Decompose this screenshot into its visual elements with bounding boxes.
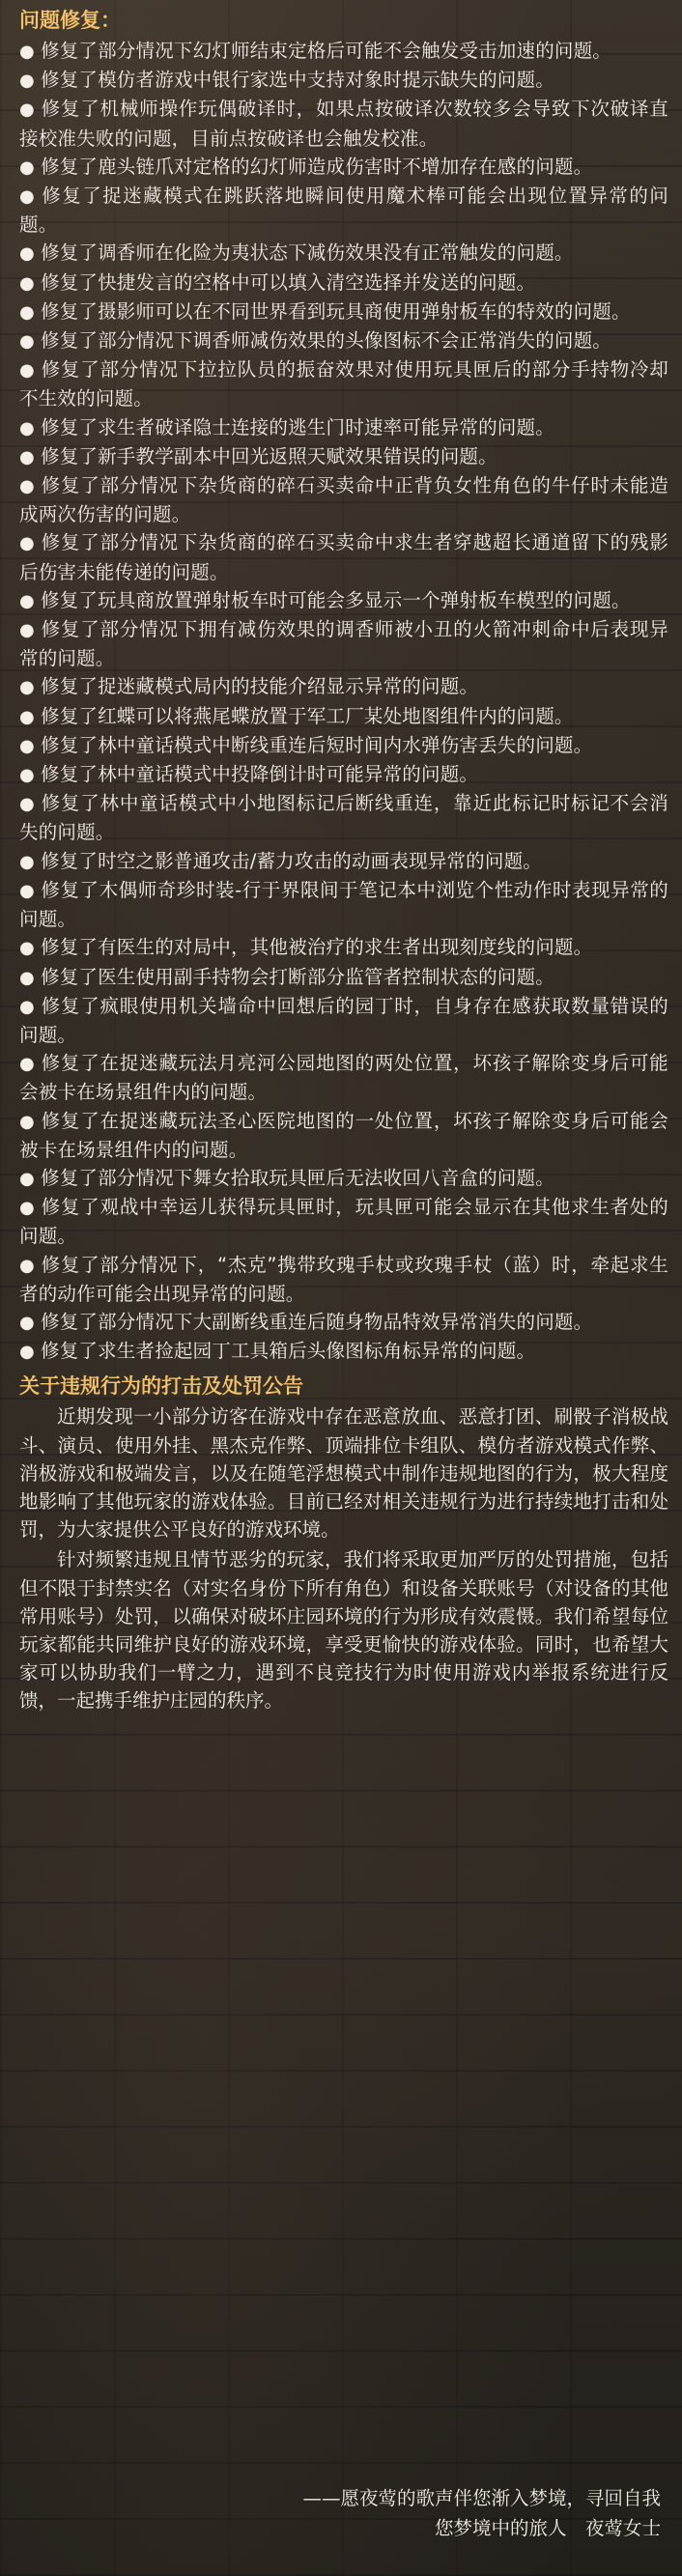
fix-item xyxy=(19,66,668,95)
fix-item xyxy=(19,963,668,992)
bullet-icon: ● xyxy=(19,880,35,901)
fix-item xyxy=(19,1337,668,1366)
fix-item xyxy=(19,182,668,239)
fix-item-text: 修复了时空之影普通攻击/蓄力攻击的动画表现异常的问题。 xyxy=(41,849,542,872)
fix-section-title: 问题修复： xyxy=(19,9,121,32)
fix-item xyxy=(19,789,668,846)
fix-item-text: 修复了快捷发言的空格中可以填入清空选择并发送的问题。 xyxy=(41,270,536,294)
fix-item-text: 修复了部分情况下拉拉队员的振奋效果对使用玩具匣后的部分手持物冷却不生效的问题。 xyxy=(19,358,668,410)
fix-item-text: 修复了有医生的对局中，其他被治疗的求生者出现刻度线的问题。 xyxy=(41,936,593,959)
fix-item-text: 修复了部分情况下舞女拾取玩具匣后无法收回八音盒的问题。 xyxy=(41,1166,554,1189)
fix-item-text: 修复了林中童话模式中投降倒计时可能异常的问题。 xyxy=(41,763,479,786)
bullet-icon: ● xyxy=(19,1054,35,1075)
fix-item xyxy=(19,471,668,528)
fix-list xyxy=(19,37,668,1366)
bullet-icon: ● xyxy=(19,272,35,294)
fix-item xyxy=(19,413,668,442)
notice-paragraph: 针对频繁违规且情节恶劣的玩家，我们将采取更加严厉的处罚措施，包括但不限于封禁实名（对实名身份下所有角色）和设备关联账号（对设备的其他常用账号）处罚，以确保对破坏庄园环境的行为形成有效震慑。我们希望每位玩家都能共同维护良好的游戏环境，享受更愉快的游戏体验。同时，也希望大家可以协助我们一臂之力，遇到不良竞技行为时使用游戏内举报系统进行反馈，一起携手维护庄园的秩序。 xyxy=(19,1548,668,1713)
fix-item-text: 修复了部分情况下，“杰克”携带玫瑰手杖或玫瑰手杖（蓝）时，牵起求生者的动作可能会出现异常的问题。 xyxy=(19,1253,668,1305)
bullet-icon: ● xyxy=(19,476,35,497)
bullet-icon: ● xyxy=(19,42,35,62)
bullet-icon: ● xyxy=(19,301,35,323)
fix-item xyxy=(19,702,668,731)
fix-item xyxy=(19,269,668,297)
bullet-icon: ● xyxy=(19,1255,35,1276)
fix-item-text: 修复了玩具商放置弹射板车时可能会多显示一个弹射板车模型的问题。 xyxy=(41,588,631,611)
fix-item xyxy=(19,239,668,268)
fix-item xyxy=(19,847,668,876)
fix-item-text: 修复了在捉迷藏玩法圣心医院地图的一处位置，坏孩子解除变身后可能会被卡在场景组件内的问题。 xyxy=(19,1109,668,1161)
fix-item-text: 修复了捉迷藏模式在跳跃落地瞬间使用魔术棒可能会出现位置异常的问题。 xyxy=(19,184,668,237)
bullet-icon: ● xyxy=(19,331,35,353)
fix-item-text: 修复了模仿者游戏中银行家选中支持对象时提示缺失的问题。 xyxy=(41,69,554,92)
fix-item xyxy=(19,1308,668,1337)
fix-item xyxy=(19,876,668,933)
bullet-icon: ● xyxy=(19,706,35,727)
fix-item xyxy=(19,326,668,355)
signature-line: ——愿夜莺的歌声伴您渐入梦境，寻回自我 xyxy=(302,2487,661,2509)
bullet-icon: ● xyxy=(19,446,35,467)
fix-item-text: 修复了调香师在化险为夷状态下减伤效果没有正常触发的问题。 xyxy=(41,241,574,265)
bullet-icon: ● xyxy=(19,99,35,121)
bullet-icon: ● xyxy=(19,186,35,208)
bullet-icon: ● xyxy=(19,996,35,1017)
bullet-icon: ● xyxy=(19,1198,35,1219)
bullet-icon: ● xyxy=(19,417,35,439)
fix-item-text: 修复了部分情况下杂货商的碎石买卖命中求生者穿越超长通道留下的残影后伤害未能传递的问题。 xyxy=(19,531,668,583)
bullet-icon: ● xyxy=(19,1342,35,1363)
bullet-icon: ● xyxy=(19,677,35,698)
fix-item xyxy=(19,528,668,585)
fix-item xyxy=(19,1251,668,1308)
fix-item xyxy=(19,297,668,326)
fix-item-text: 修复了部分情况下拥有减伤效果的调香师被小丑的火箭冲刺命中后表现异常的问题。 xyxy=(19,618,668,670)
fix-item xyxy=(19,992,668,1049)
fix-item-text: 修复了捉迷藏模式局内的技能介绍显示异常的问题。 xyxy=(41,675,479,698)
fix-item-text: 修复了疯眼使用机关墙命中回想后的园丁时，自身存在感获取数量错误的问题。 xyxy=(19,994,668,1046)
fix-item-text: 修复了部分情况下调香师减伤效果的头像图标不会正常消失的问题。 xyxy=(41,329,612,353)
bullet-icon: ● xyxy=(19,243,35,265)
fix-item-text: 修复了在捉迷藏玩法月亮河公园地图的两处位置，坏孩子解除变身后可能会被卡在场景组件内的问题。 xyxy=(19,1052,668,1104)
fix-item-text: 修复了林中童话模式中小地图标记后断线重连，靠近此标记时标记不会消失的问题。 xyxy=(19,792,668,844)
bullet-icon: ● xyxy=(19,590,35,611)
bullet-icon: ● xyxy=(19,794,35,815)
fix-item-text: 修复了求生者破译隐士连接的逃生门时速率可能异常的问题。 xyxy=(41,415,554,439)
notice-section xyxy=(19,1372,668,1714)
bullet-icon: ● xyxy=(19,1168,35,1189)
notice-section-title: 关于违规行为的打击及处罚公告 xyxy=(19,1374,303,1399)
fix-item xyxy=(19,586,668,615)
fix-item xyxy=(19,37,668,66)
bullet-icon: ● xyxy=(19,765,35,786)
fix-item xyxy=(19,355,668,412)
bullet-icon: ● xyxy=(19,938,35,959)
fix-item xyxy=(19,153,668,182)
bullet-icon: ● xyxy=(19,533,35,554)
fix-item-text: 修复了林中童话模式中断线重连后短时间内水弹伤害丢失的问题。 xyxy=(41,733,593,756)
fix-item xyxy=(19,615,668,672)
fix-item-text: 修复了观战中幸运儿获得玩具匣时，玩具匣可能会显示在其他求生者处的问题。 xyxy=(19,1196,668,1248)
fix-item xyxy=(19,1193,668,1250)
fix-item-text: 修复了部分情况下杂货商的碎石买卖命中正背负女性角色的牛仔时未能造成两次伤害的问题。 xyxy=(19,474,668,526)
fix-item-text: 修复了鹿头链爪对定格的幻灯师造成伤害时不增加存在感的问题。 xyxy=(41,155,593,178)
bullet-icon: ● xyxy=(19,735,35,756)
fix-item xyxy=(19,933,668,962)
fix-item xyxy=(19,1107,668,1164)
bullet-icon: ● xyxy=(19,620,35,641)
bullet-icon: ● xyxy=(19,1312,35,1333)
fix-item-text: 修复了医生使用副手持物会打断部分监管者控制状态的问题。 xyxy=(41,965,554,988)
fix-item xyxy=(19,95,668,152)
fix-item xyxy=(19,731,668,760)
fix-item-text: 修复了摄影师可以在不同世界看到玩具商使用弹射板车的特效的问题。 xyxy=(41,299,631,323)
notice-paragraph: 近期发现一小部分访客在游戏中存在恶意放血、恶意打团、刷骰子消极战斗、演员、使用外挂、黑杰克作弊、顶端排位卡组队、模仿者游戏模式作弊、消极游戏和极端发言，以及在随笔浮想模式中制作违规地图的行为，极大程度地影响了其他玩家的游戏体验。目前已经对相关违规行为进行持续地打击和处罚，为大家提供公平良好的游戏环境。 xyxy=(19,1405,668,1542)
fix-item-text: 修复了机械师操作玩偶破译时，如果点按破译次数较多会导致下次破译直接校准失败的问题，目前点按破译也会触发校准。 xyxy=(19,98,668,150)
fix-item-text: 修复了求生者捡起园丁工具箱后头像图标角标异常的问题。 xyxy=(41,1340,536,1363)
fix-item xyxy=(19,672,668,701)
bullet-icon: ● xyxy=(19,360,35,382)
fix-item-text: 修复了部分情况下幻灯师结束定格后可能不会触发受击加速的问题。 xyxy=(41,40,612,62)
fix-item-text: 修复了木偶师奇珍时装-行于界限间于笔记本中浏览个性动作时表现异常的问题。 xyxy=(19,878,668,931)
bullet-icon: ● xyxy=(19,1111,35,1132)
signature-author: 您梦境中的旅人 夜莺女士 xyxy=(434,2517,661,2539)
bullet-icon: ● xyxy=(19,156,35,178)
fix-item xyxy=(19,1164,668,1193)
fix-item xyxy=(19,442,668,471)
bullet-icon: ● xyxy=(19,71,35,92)
fix-item-text: 修复了红蝶可以将燕尾蝶放置于军工厂某处地图组件内的问题。 xyxy=(41,704,574,727)
bullet-icon: ● xyxy=(19,967,35,988)
fix-item xyxy=(19,760,668,789)
fix-item-text: 修复了部分情况下大副断线重连后随身物品特效异常消失的问题。 xyxy=(41,1310,593,1333)
fix-section xyxy=(19,6,668,1366)
bullet-icon: ● xyxy=(19,851,35,872)
fix-item-text: 修复了新手教学副本中回光返照天赋效果错误的问题。 xyxy=(41,444,497,467)
fix-item xyxy=(19,1049,668,1106)
